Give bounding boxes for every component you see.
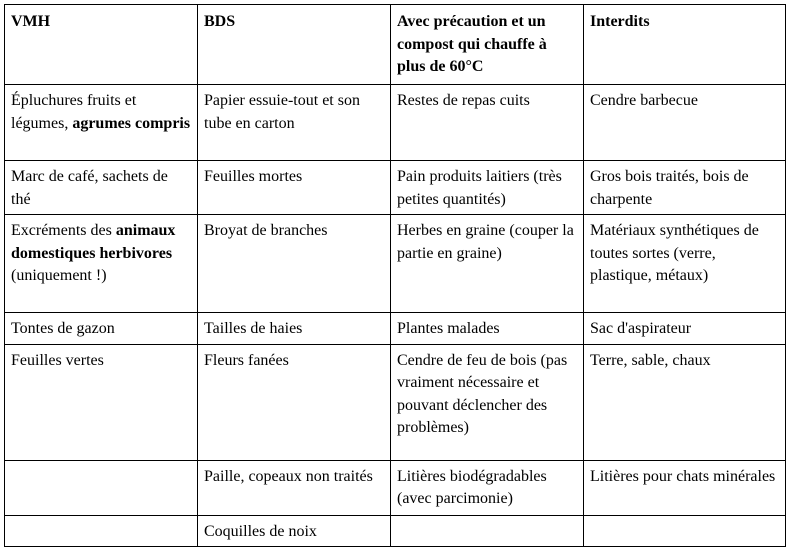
header-interdits: Interdits (584, 5, 786, 85)
cell-vmh (5, 85, 198, 161)
table-row (5, 215, 786, 313)
header-row (5, 5, 786, 85)
cell-bds: Tailles de haies (198, 313, 391, 345)
cell-precaution (391, 515, 584, 547)
cell-vmh: Feuilles vertes (5, 344, 198, 460)
cell-bds: Broyat de branches (198, 215, 391, 313)
cell-vmh (5, 215, 198, 313)
header-bds: BDS (198, 5, 391, 85)
table-row (5, 344, 786, 460)
table-row (5, 161, 786, 215)
cell-precaution: Restes de repas cuits (391, 85, 584, 161)
cell-vmh: Marc de café, sachets de thé (5, 161, 198, 215)
cell-interdits (584, 515, 786, 547)
cell-interdits: Sac d'aspirateur (584, 313, 786, 345)
cell-bds: Feuilles mortes (198, 161, 391, 215)
table-row (5, 460, 786, 515)
cell-precaution: Herbes en graine (couper la partie en graine) (391, 215, 584, 313)
cell-vmh (5, 515, 198, 547)
cell-precaution: Pain produits laitiers (très petites quantités) (391, 161, 584, 215)
cell-vmh-text: Excréments des (11, 222, 116, 239)
cell-interdits: Matériaux synthétiques de toutes sortes (verre, plastique, métaux) (584, 215, 786, 313)
cell-interdits: Cendre barbecue (584, 85, 786, 161)
cell-vmh-bold: animaux domestiques herbivores (11, 222, 176, 262)
cell-bds: Coquilles de noix (198, 515, 391, 547)
cell-bds: Fleurs fanées (198, 344, 391, 460)
header-precaution: Avec précaution et un compost qui chauffe à plus de 60°C (391, 5, 584, 85)
cell-precaution: Cendre de feu de bois (pas vraiment nécessaire et pouvant déclencher des problèmes) (391, 344, 584, 460)
cell-vmh-bold: agrumes compris (72, 114, 191, 132)
table-row (5, 515, 786, 547)
cell-vmh-note: (uniquement !) (11, 267, 107, 284)
table-row (5, 85, 786, 161)
header-vmh: VMH (5, 5, 198, 85)
compost-table (4, 4, 786, 547)
cell-bds: Paille, copeaux non traités (198, 460, 391, 515)
cell-vmh-text: Épluchures fruits et légumes, (11, 92, 137, 132)
cell-vmh (5, 460, 198, 515)
cell-bds: Papier essuie-tout et son tube en carton (198, 85, 391, 161)
table-row (5, 313, 786, 345)
cell-interdits: Litières pour chats minérales (584, 460, 786, 515)
cell-interdits: Terre, sable, chaux (584, 344, 786, 460)
cell-precaution: Plantes malades (391, 313, 584, 345)
cell-precaution: Litières biodégradables (avec parcimonie) (391, 460, 584, 515)
cell-vmh: Tontes de gazon (5, 313, 198, 345)
cell-interdits: Gros bois traités, bois de charpente (584, 161, 786, 215)
